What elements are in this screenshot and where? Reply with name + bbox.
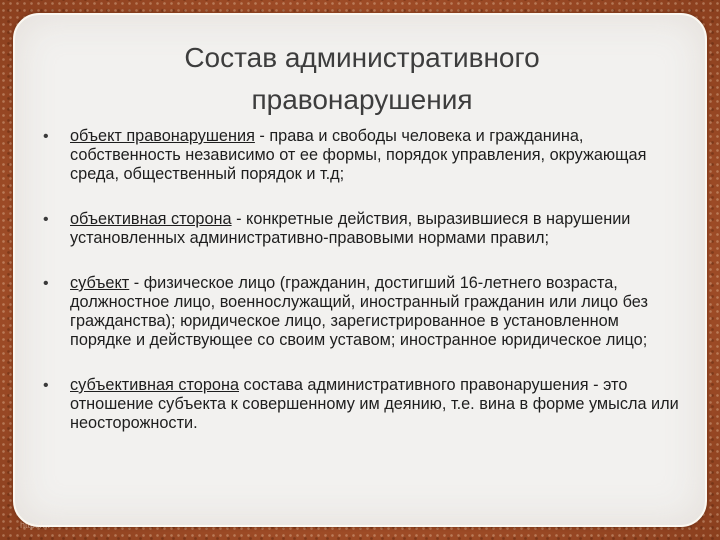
- term-objective-side: объективная сторона: [70, 210, 232, 228]
- bullet-icon: •: [43, 211, 49, 228]
- slide-title: [15, 37, 709, 121]
- definition-object: - права и свободы человека и гражданина, собственность независимо от ее формы, порядок управления, окружающая среда, общественный порядок и т.д;: [70, 127, 647, 183]
- term-subject: субъект: [70, 274, 130, 292]
- content-panel: [13, 13, 707, 527]
- definition-list: [15, 127, 709, 433]
- list-item-objective-side: [15, 210, 709, 248]
- term-subjective-side: субъективная сторона: [70, 376, 239, 394]
- list-item-object: [15, 127, 709, 184]
- list-item-subject: [15, 274, 709, 350]
- watermark-text: http://...: [20, 520, 51, 530]
- definition-subjective-side: состава административного правонарушения - это отношение субъекта к совершенному им деянию, т.е. вина в форме умысла или неосторожности.: [70, 376, 679, 432]
- bullet-icon: •: [43, 128, 49, 145]
- slide-title-line-1: Состав административного: [184, 42, 540, 73]
- bullet-icon: •: [43, 377, 49, 394]
- definition-objective-side: - конкретные действия, выразившиеся в нарушении установленных административно-правовыми нормами правил;: [70, 210, 631, 247]
- bullet-icon: •: [43, 275, 49, 292]
- slide-title-line-2: правонарушения: [251, 84, 473, 115]
- term-object: объект правонарушения: [70, 127, 255, 145]
- list-item-subjective-side: [15, 376, 709, 433]
- definition-subject: - физическое лицо (гражданин, достигший 16-летнего возраста, должностное лицо, военнослужащий, иностранный гражданин или лицо без гражданства); юридическое лицо, зарегистрированное в установленном порядке и действующее со своим уставом; иностранное юридическое лицо;: [70, 274, 648, 349]
